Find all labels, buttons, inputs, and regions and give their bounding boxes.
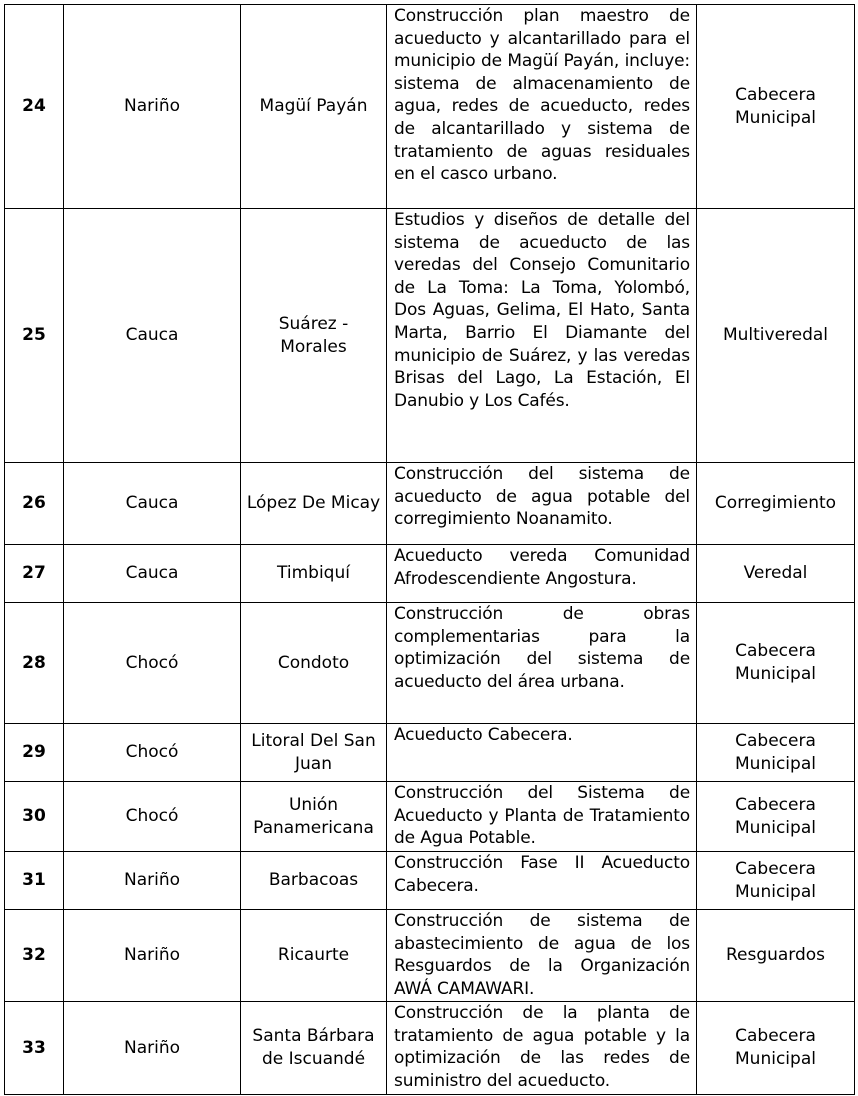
- table-row: [5, 852, 855, 910]
- table-row: [5, 724, 855, 782]
- table-row: [5, 5, 855, 209]
- row-number: 31: [5, 852, 64, 910]
- municipio-cell: López De Micay: [241, 463, 387, 545]
- municipio-cell: Suárez - Morales: [241, 209, 387, 463]
- description-cell: Acueducto vereda Comunidad Afrodescendiente Angostura.: [387, 545, 697, 603]
- type-cell: Cabecera Municipal: [697, 852, 855, 910]
- departamento-cell: Nariño: [64, 1002, 241, 1095]
- municipio-cell: Unión Panamericana: [241, 782, 387, 852]
- departamento-cell: Cauca: [64, 545, 241, 603]
- type-cell: Resguardos: [697, 910, 855, 1002]
- row-number: 26: [5, 463, 64, 545]
- description-cell: Construcción Fase II Acueducto Cabecera.: [387, 852, 697, 910]
- description-cell: Acueducto Cabecera.: [387, 724, 697, 782]
- municipio-cell: Barbacoas: [241, 852, 387, 910]
- municipio-cell: Condoto: [241, 603, 387, 724]
- table-row: [5, 910, 855, 1002]
- type-cell: Corregimiento: [697, 463, 855, 545]
- type-cell: Cabecera Municipal: [697, 603, 855, 724]
- table-row: [5, 209, 855, 463]
- departamento-cell: Cauca: [64, 209, 241, 463]
- description-cell: Construcción del sistema de acueducto de agua potable del corregimiento Noanamito.: [387, 463, 697, 545]
- departamento-cell: Nariño: [64, 852, 241, 910]
- row-number: 27: [5, 545, 64, 603]
- table-body: [5, 5, 855, 1095]
- description-cell: Construcción plan maestro de acueducto y alcantarillado para el municipio de Magüí Payán, incluye: sistema de almacenamiento de agua, redes de acueducto, redes de alcantarillado y sistema de tratamiento de aguas residuales en el casco urbano.: [387, 5, 697, 209]
- departamento-cell: Nariño: [64, 910, 241, 1002]
- table-row: [5, 463, 855, 545]
- departamento-cell: Chocó: [64, 782, 241, 852]
- description-cell: Construcción de obras complementarias para la optimización del sistema de acueducto del área urbana.: [387, 603, 697, 724]
- row-number: 29: [5, 724, 64, 782]
- municipio-cell: Ricaurte: [241, 910, 387, 1002]
- type-cell: Multiveredal: [697, 209, 855, 463]
- municipio-cell: Santa Bárbara de Iscuandé: [241, 1002, 387, 1095]
- table-row: [5, 782, 855, 852]
- departamento-cell: Nariño: [64, 5, 241, 209]
- table-row: [5, 545, 855, 603]
- row-number: 25: [5, 209, 64, 463]
- departamento-cell: Chocó: [64, 724, 241, 782]
- type-cell: Veredal: [697, 545, 855, 603]
- table-row: [5, 1002, 855, 1095]
- row-number: 32: [5, 910, 64, 1002]
- municipio-cell: Timbiquí: [241, 545, 387, 603]
- table-row: [5, 603, 855, 724]
- type-cell: Cabecera Municipal: [697, 724, 855, 782]
- type-cell: Cabecera Municipal: [697, 5, 855, 209]
- row-number: 28: [5, 603, 64, 724]
- row-number: 33: [5, 1002, 64, 1095]
- row-number: 24: [5, 5, 64, 209]
- description-cell: Construcción de la planta de tratamiento de agua potable y la optimización de las redes de suministro del acueducto.: [387, 1002, 697, 1095]
- municipio-cell: Litoral Del San Juan: [241, 724, 387, 782]
- departamento-cell: Cauca: [64, 463, 241, 545]
- departamento-cell: Chocó: [64, 603, 241, 724]
- description-cell: Construcción del Sistema de Acueducto y Planta de Tratamiento de Agua Potable.: [387, 782, 697, 852]
- row-number: 30: [5, 782, 64, 852]
- type-cell: Cabecera Municipal: [697, 782, 855, 852]
- projects-table: [4, 4, 855, 1095]
- type-cell: Cabecera Municipal: [697, 1002, 855, 1095]
- description-cell: Estudios y diseños de detalle del sistema de acueducto de las veredas del Consejo Comunitario de La Toma: La Toma, Yolombó, Dos Aguas, Gelima, El Hato, Santa Marta, Barrio El Diamante del municipio de Suárez, y las veredas Brisas del Lago, La Estación, El Danubio y Los Cafés.: [387, 209, 697, 463]
- municipio-cell: Magüí Payán: [241, 5, 387, 209]
- description-cell: Construcción de sistema de abastecimiento de agua de los Resguardos de la Organización AWÁ CAMAWARI.: [387, 910, 697, 1002]
